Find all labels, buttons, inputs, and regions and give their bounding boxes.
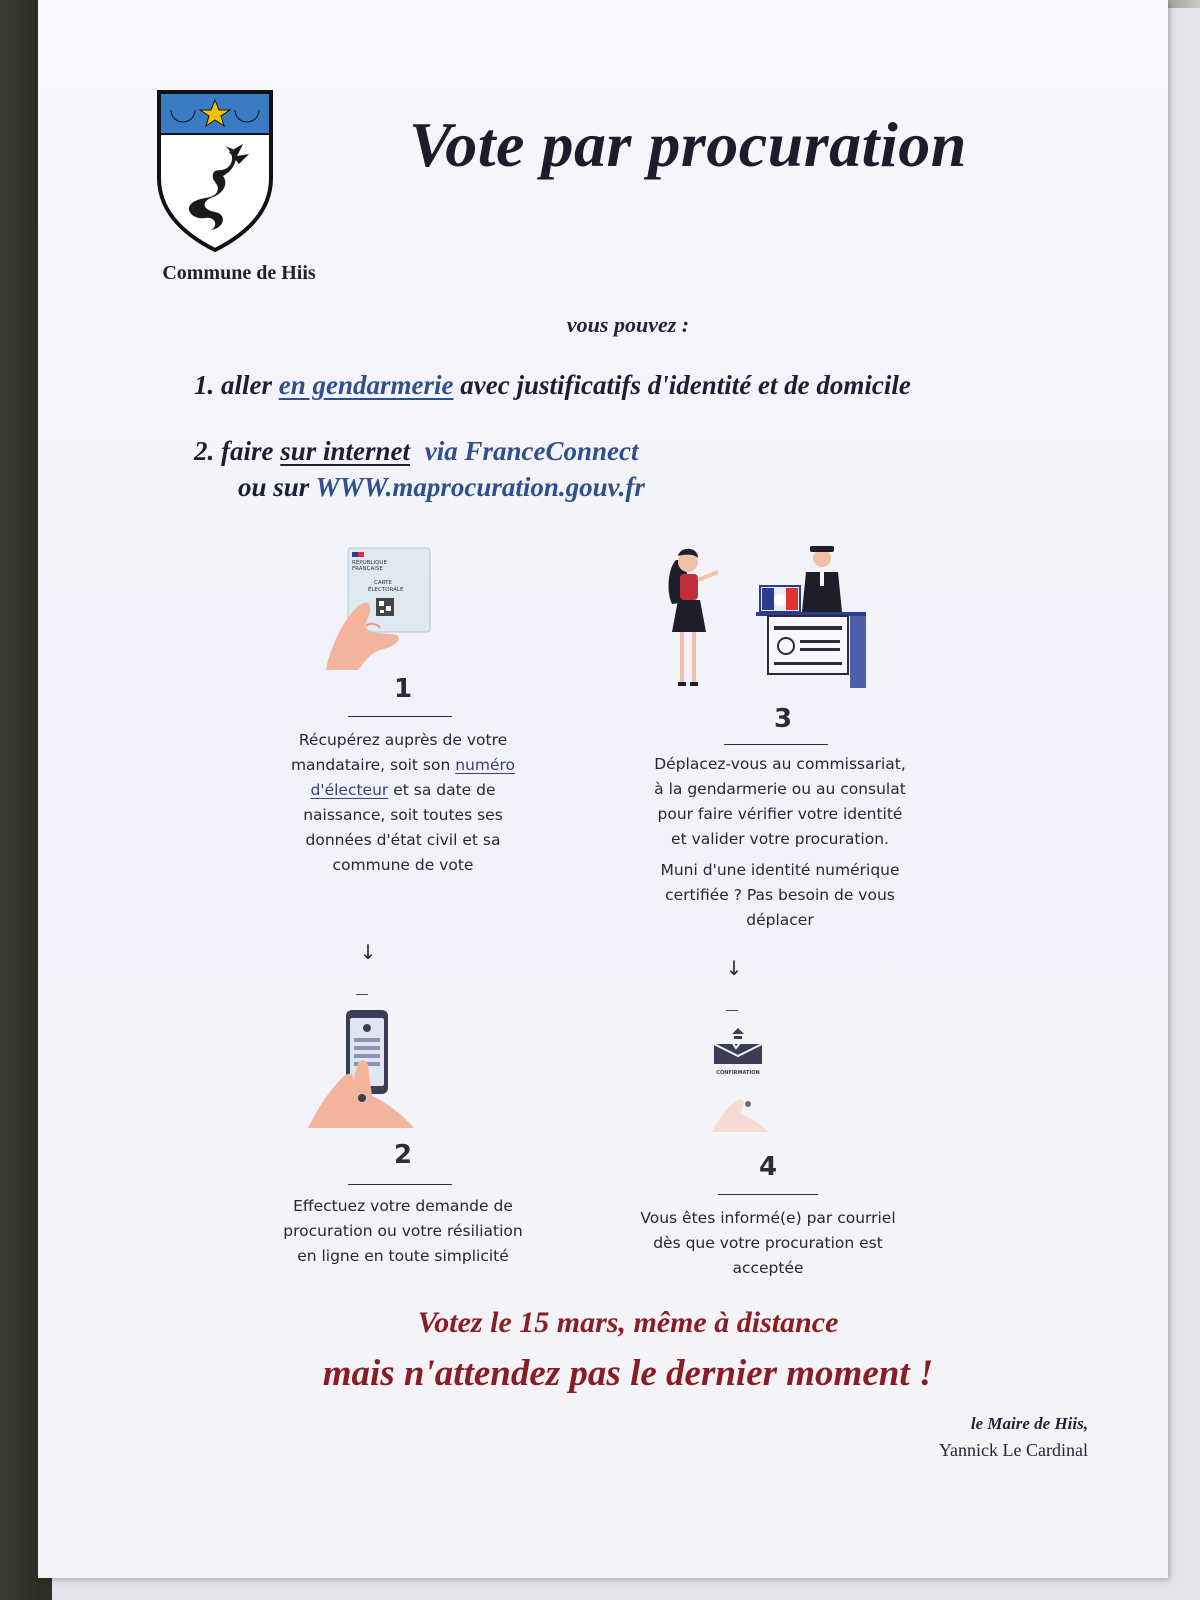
- internet-link[interactable]: sur internet: [280, 436, 411, 466]
- step-3-line-2: à la gendarmerie ou au consulat: [654, 780, 906, 798]
- option-2-line2-prefix: ou sur: [238, 472, 310, 502]
- step-2-text: [258, 1194, 548, 1269]
- confirmation-caption: CONFIRMATION: [716, 1070, 760, 1076]
- electeur-link[interactable]: d'électeur: [310, 781, 389, 799]
- option-1: [194, 370, 911, 401]
- card-republique-text: RÉPUBLIQUE: [352, 560, 387, 566]
- numero-electeur-link[interactable]: numéro: [455, 756, 516, 774]
- step-2-line-1: Effectuez votre demande de: [293, 1197, 513, 1215]
- step-4-text: [608, 1206, 928, 1281]
- step-3-line-1: Déplacez-vous au commissariat,: [654, 755, 906, 773]
- signature-role: le Maire de Hiis,: [970, 1414, 1088, 1433]
- option-2-prefix: faire: [221, 436, 274, 466]
- card-title-2: ÉLECTORALE: [368, 587, 404, 593]
- step-3-rule: [724, 744, 828, 745]
- phone-illustration: [302, 1004, 452, 1134]
- step-1-line-5: données d'état civil et sa: [305, 831, 501, 849]
- flyer-page: [38, 0, 1168, 1578]
- option-1-number: 1.: [194, 370, 215, 400]
- step-1-text: [258, 728, 548, 878]
- option-2-line2: [238, 472, 645, 503]
- step-1-line-1: Récupérez auprès de votre: [298, 731, 508, 749]
- card-title-1: CARTE: [374, 580, 392, 586]
- gendarmerie-desk-illustration: [658, 540, 888, 695]
- step-4-line-1: Vous êtes informé(e) par courriel: [640, 1209, 896, 1227]
- option-1-prefix: aller: [221, 370, 272, 400]
- commune-crest-icon: [155, 88, 275, 254]
- electoral-card-illustration: [308, 540, 458, 670]
- step-4-number: 4: [758, 1152, 778, 1182]
- step-3-dash: [726, 1010, 738, 1011]
- slogan-line-1: Votez le 15 mars, même à distance: [417, 1306, 839, 1339]
- step-1-line-2-text: mandataire, soit son: [290, 756, 451, 774]
- slogan-line-2: mais n'attendez pas le dernier moment !: [322, 1353, 934, 1394]
- step-3-line-3: pour faire vérifier votre identité: [657, 805, 903, 823]
- step-2-line-3: en ligne en toute simplicité: [297, 1247, 509, 1265]
- step-2-line-2: procuration ou votre résiliation: [283, 1222, 523, 1240]
- step-4-line-3: acceptée: [732, 1259, 804, 1277]
- step-4-rule: [718, 1194, 818, 1195]
- step-1-arrow-icon: ↓: [359, 940, 377, 964]
- signature-name: Yannick Le Cardinal: [938, 1440, 1088, 1460]
- step-1-rule: [348, 716, 452, 717]
- step-3-number: 3: [773, 704, 793, 734]
- maprocuration-link[interactable]: WWW.maprocuration.gouv.fr: [315, 472, 645, 502]
- step-3-note: [630, 858, 930, 933]
- step-3-note-line-3: déplacer: [746, 911, 814, 929]
- confirmation-envelope-illustration: [678, 1022, 798, 1142]
- option-2: [194, 436, 639, 467]
- step-4-line-2: dès que votre procuration est: [653, 1234, 883, 1252]
- step-1-line-6: commune de vote: [332, 856, 474, 874]
- step-2-rule: [348, 1184, 452, 1185]
- step-1-number: 1: [393, 674, 413, 704]
- step-3-line-4: et valider votre procuration.: [671, 830, 889, 848]
- option-1-suffix: avec justificatifs d'identité et de domicile: [460, 370, 911, 400]
- gendarmerie-link[interactable]: en gendarmerie: [278, 370, 454, 400]
- step-1-line-2: [258, 753, 548, 778]
- card-francaise-text: FRANÇAISE: [352, 566, 383, 572]
- page-title: Vote par procuration: [409, 109, 967, 180]
- commune-label: Commune de Hiis: [162, 262, 316, 284]
- step-3-arrow-icon: ↓: [725, 956, 743, 980]
- intro-text: vous pouvez :: [566, 312, 690, 337]
- step-3-text: [630, 752, 930, 852]
- step-1-line-3: [258, 778, 548, 803]
- step-2-number: 2: [393, 1140, 413, 1170]
- step-1-line-4: naissance, soit toutes ses: [303, 806, 503, 824]
- step-3-note-line-1: Muni d'une identité numérique: [660, 861, 900, 879]
- step-1-line-3-text: et sa date de: [393, 781, 496, 799]
- step-3-note-line-2: certifiée ? Pas besoin de vous: [665, 886, 895, 904]
- step-1-dash: [356, 994, 368, 995]
- option-2-number: 2.: [194, 436, 215, 466]
- franceconnect-text: via FranceConnect: [424, 436, 639, 466]
